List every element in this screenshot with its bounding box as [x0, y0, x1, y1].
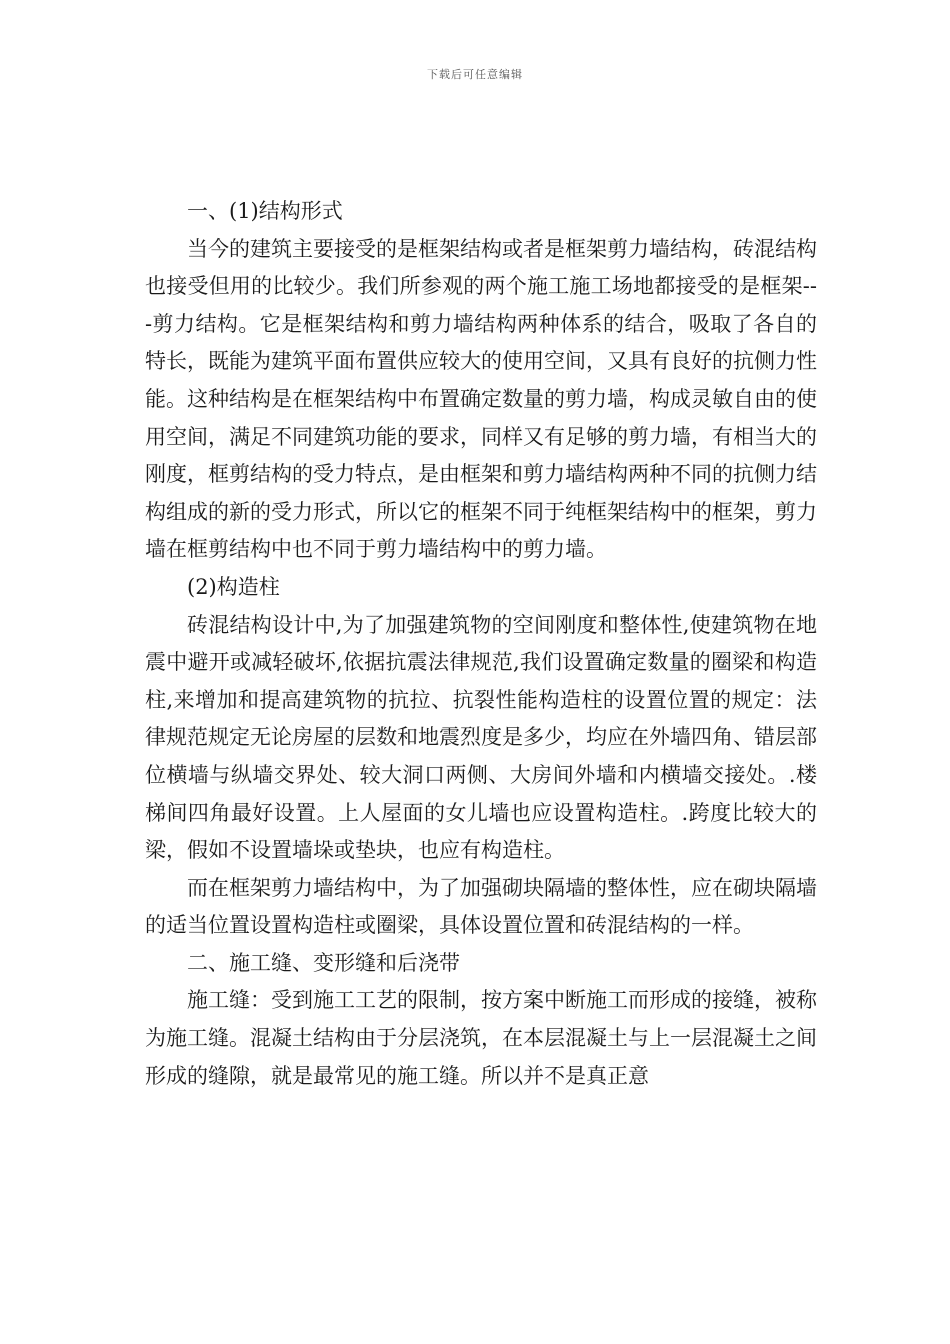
page-header: 下载后可任意编辑 [427, 68, 523, 81]
paragraph-structure-form: 当今的建筑主要接受的是框架结构或者是框架剪力墙结构，砖混结构也接受但用的比较少。我们所参观的两个施工施工场地都接受的是框架---剪力结构。它是框架结构和剪力墙结构两种体系的结合，吸取了各自的特长，既能为建筑平面布置供应较大的使用空间，又具有良好的抗侧力性能。这种结构是在框架结构中布置确定数量的剪力墙，构成灵敏自由的使用空间，满足不同建筑功能的要求，同样又有足够的剪力墙，有相当大的刚度，框剪结构的受力特点，是由框架和剪力墙结构两种不同的抗侧力结构组成的新的受力形式，所以它的框架不同于纯框架结构中的框架，剪力墙在框剪结构中也不同于剪力墙结构中的剪力墙。 [145, 236, 817, 562]
section-heading-joints: 二、施工缝、变形缝和后浇带 [187, 950, 460, 975]
document-body [145, 193, 817, 1095]
paragraph-construction-joint: 施工缝：受到施工工艺的限制，按方案中断施工而形成的接缝，被称为施工缝。混凝土结构由于分层浇筑，在本层混凝土与上一层混凝土之间形成的缝隙，就是最常见的施工缝。所以并不是真正意 [145, 988, 817, 1088]
section-heading-structure-form: 一、(1)结构形式 [187, 199, 343, 223]
section-heading-structural-column: (2)构造柱 [187, 574, 280, 599]
paragraph-frame-shear-wall: 而在框架剪力墙结构中，为了加强砌块隔墙的整体性，应在砌块隔墙的适当位置设置构造柱或圈梁，具体设置位置和砖混结构的一样。 [145, 875, 817, 938]
paragraph-structural-column: 砖混结构设计中,为了加强建筑物的空间刚度和整体性,使建筑物在地震中避开或减轻破坏,依据抗震法律规范,我们设置确定数量的圈梁和构造柱,来增加和提高建筑物的抗拉、抗裂性能构造柱的设置位置的规定：法律规范规定无论房屋的层数和地震烈度是多少，均应在外墙四角、错层部位横墙与纵墙交界处、较大洞口两侧、大房间外墙和内横墙交接处。.楼梯间四角最好设置。上人屋面的女儿墙也应设置构造柱。.跨度比较大的梁，假如不设置墙垛或垫块，也应有构造柱。 [145, 612, 817, 863]
